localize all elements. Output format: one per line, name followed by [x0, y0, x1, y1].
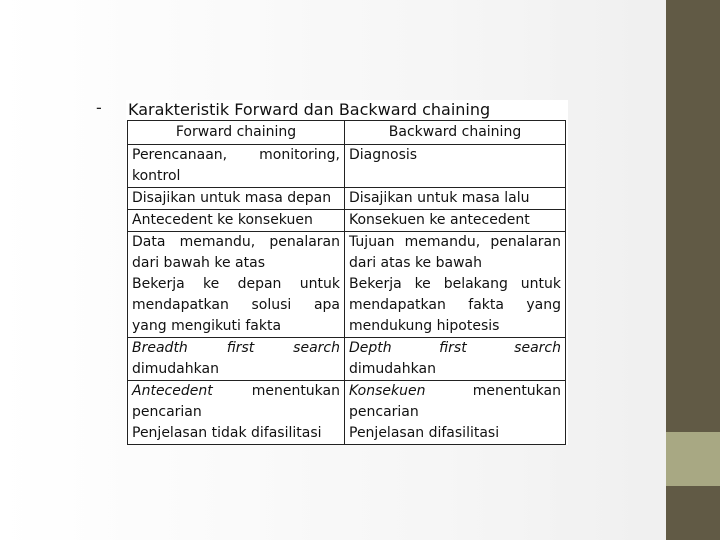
sidebar-block-top	[666, 0, 720, 432]
cell-backward	[345, 423, 566, 445]
cell-backward	[345, 232, 566, 275]
cell-text: Bekerja ke belakang untuk mendapatkan fakta yang mendukung hipotesis	[349, 276, 561, 334]
cell-text: Penjelasan tidak difasilitasi	[132, 425, 322, 441]
table-row	[128, 188, 566, 210]
comparison-table-figure	[126, 100, 568, 445]
cell-italic-term: Depth first search	[349, 340, 561, 356]
cell-text: Tujuan memandu, penalaran dari atas ke bawah	[349, 234, 561, 271]
cell-backward	[345, 145, 566, 188]
header-backward-chaining: Backward chaining	[345, 121, 566, 145]
cell-text: Disajikan untuk masa depan	[132, 190, 332, 206]
cell-backward	[345, 188, 566, 210]
cell-text: dimudahkan	[349, 361, 436, 377]
cell-backward	[345, 274, 566, 338]
table-header-row	[128, 121, 566, 145]
cell-text: Bekerja ke depan untuk mendapatkan solusi apa yang mengikuti fakta	[132, 276, 340, 334]
cell-forward	[128, 274, 345, 338]
table-row	[128, 274, 566, 338]
sidebar-block-bottom	[666, 486, 720, 540]
cell-text: menentukan pencarian	[349, 383, 561, 420]
sidebar-block-accent	[666, 432, 720, 486]
cell-forward	[128, 381, 345, 424]
cell-text: Data memandu, penalaran dari bawah ke atas	[132, 234, 340, 271]
cell-text: dimudahkan	[132, 361, 219, 377]
comparison-table	[127, 120, 566, 445]
cell-forward	[128, 188, 345, 210]
cell-backward	[345, 381, 566, 424]
cell-italic-term: Breadth first search	[132, 340, 340, 356]
table-row	[128, 232, 566, 275]
table-row	[128, 423, 566, 445]
cell-forward	[128, 423, 345, 445]
cell-text: Konsekuen ke antecedent	[349, 212, 530, 228]
table-title: Karakteristik Forward dan Backward chaining	[128, 100, 491, 119]
table-row	[128, 381, 566, 424]
cell-text: Antecedent ke konsekuen	[132, 212, 313, 228]
table-row	[128, 210, 566, 232]
cell-italic-term: Antecedent	[132, 383, 213, 399]
cell-text: Penjelasan difasilitasi	[349, 425, 500, 441]
cell-backward	[345, 338, 566, 381]
cell-forward	[128, 210, 345, 232]
cell-forward	[128, 232, 345, 275]
cell-text: menentukan pencarian	[132, 383, 340, 420]
header-forward-chaining: Forward chaining	[128, 121, 345, 145]
slide-sidebar-decoration	[666, 0, 720, 540]
cell-forward	[128, 338, 345, 381]
cell-text: Disajikan untuk masa lalu	[349, 190, 530, 206]
cell-text: Perencanaan, monitoring, kontrol	[132, 147, 340, 184]
bullet-marker: -	[96, 98, 102, 117]
table-row	[128, 338, 566, 381]
table-row	[128, 145, 566, 188]
cell-backward	[345, 210, 566, 232]
cell-italic-term: Konsekuen	[349, 383, 426, 399]
cell-forward	[128, 145, 345, 188]
cell-text: Diagnosis	[349, 147, 418, 163]
